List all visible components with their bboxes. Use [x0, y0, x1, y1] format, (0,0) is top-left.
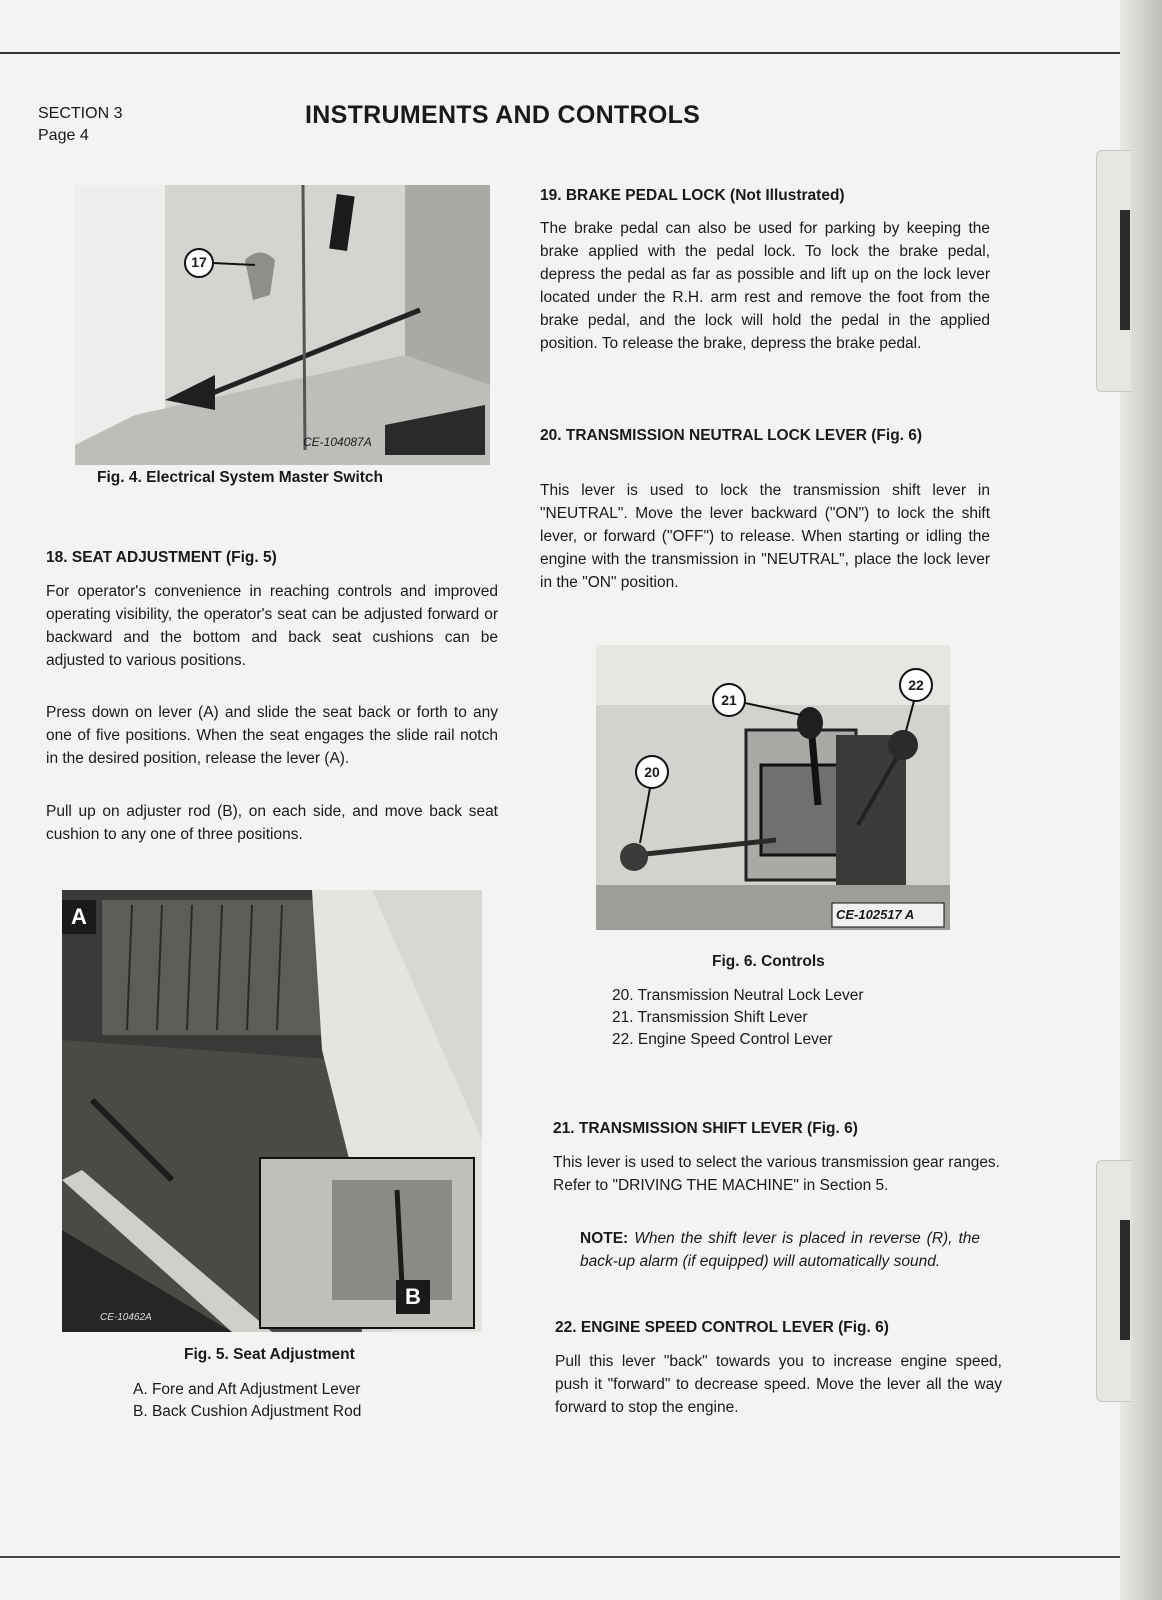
fig5-caption: Fig. 5. Seat Adjustment	[184, 1346, 355, 1363]
fig6-callout-22: 22	[908, 677, 924, 693]
fig5-label-a: A	[71, 904, 87, 929]
fig5-code: CE-10462A	[100, 1312, 152, 1323]
fig6-legend-item: 20. Transmission Neutral Lock Lever	[612, 987, 864, 1004]
fig5-legend-item: A. Fore and Aft Adjustment Lever	[133, 1381, 361, 1398]
seat-adjustment-paragraph-3: Pull up on adjuster rod (B), on each side, and move back seat cushion to any one of three positions.	[46, 803, 498, 843]
note-text: When the shift lever is placed in reverse (R), the back-up alarm (if equipped) will automatically sound.	[580, 1230, 980, 1270]
page-title: INSTRUMENTS AND CONTROLS	[305, 101, 701, 129]
fig4-illustration	[75, 185, 490, 465]
fig6-legend	[612, 985, 864, 1051]
section-number: SECTION 3	[38, 105, 123, 122]
section-label	[38, 103, 122, 147]
fig6-legend-item: 21. Transmission Shift Lever	[612, 1009, 808, 1026]
brake-pedal-lock-paragraph: The brake pedal can also be used for parking by keeping the brake applied with the pedal lock. To lock the brake pedal, depress the pedal as far as possible and lift up on the lock lever located under the R.H. arm rest and remove the foot from the brake pedal, and the lock will hold the pedal in the applied position. To release the brake, depress the brake pedal.	[540, 220, 990, 352]
fig6-illustration	[596, 645, 950, 930]
fig4-photo	[75, 185, 490, 465]
fig5-label-b: B	[405, 1284, 421, 1309]
fig6-caption: Fig. 6. Controls	[712, 953, 825, 970]
fig6-code: CE-102517 A	[836, 907, 915, 922]
top-rule	[0, 52, 1120, 54]
fig4-code: CE-104087A	[303, 435, 372, 449]
neutral-lock-lever-heading: 20. TRANSMISSION NEUTRAL LOCK LEVER (Fig. 6)	[540, 427, 923, 444]
seat-adjustment-paragraph-1: For operator's convenience in reaching controls and improved operating visibility, the operator's seat can be adjusted forward or backward and the bottom and back seat cushions can be adjusted to various positions.	[46, 583, 498, 669]
fig4-caption: Fig. 4. Electrical System Master Switch	[97, 469, 384, 486]
fig5-legend	[133, 1379, 361, 1423]
fig6-legend-item: 22. Engine Speed Control Lever	[612, 1031, 833, 1048]
fig6-photo	[596, 645, 950, 930]
bottom-rule	[0, 1556, 1120, 1558]
shift-lever-note	[580, 1227, 980, 1273]
seat-adjustment-paragraph-2: Press down on lever (A) and slide the seat back or forth to any one of five positions. When the seat engages the slide rail notch in the desired position, release the lever (A).	[46, 704, 498, 767]
engine-speed-lever-paragraph: Pull this lever "back" towards you to increase engine speed, push it "forward" to decrease speed. Move the lever all the way forward to stop the engine.	[555, 1353, 1002, 1416]
engine-speed-lever-heading: 22. ENGINE SPEED CONTROL LEVER (Fig. 6)	[555, 1319, 889, 1336]
fig4-callout-17: 17	[191, 254, 207, 270]
fig6-callout-20: 20	[644, 764, 660, 780]
brake-pedal-lock-heading: 19. BRAKE PEDAL LOCK (Not Illustrated)	[540, 187, 845, 204]
binder-slot-lower	[1120, 1220, 1130, 1340]
fig5-photo	[62, 890, 482, 1332]
fig6-callout-21: 21	[721, 692, 737, 708]
fig5-legend-item: B. Back Cushion Adjustment Rod	[133, 1403, 362, 1420]
seat-adjustment-heading: 18. SEAT ADJUSTMENT (Fig. 5)	[46, 549, 277, 566]
binder-slot-upper	[1120, 210, 1130, 330]
neutral-lock-lever-paragraph: This lever is used to lock the transmission shift lever in "NEUTRAL". Move the lever backward ("ON") to lock the shift lever, or forward ("OFF") to release. When starting or idling the engine with the transmission in "NEUTRAL", place the lock lever in the "ON" position.	[540, 482, 990, 591]
note-label: NOTE:	[580, 1230, 629, 1247]
transmission-shift-lever-heading: 21. TRANSMISSION SHIFT LEVER (Fig. 6)	[553, 1120, 858, 1137]
fig5-illustration	[62, 890, 482, 1332]
transmission-shift-lever-paragraph: This lever is used to select the various transmission gear ranges. Refer to "DRIVING THE MACHINE" in Section 5.	[553, 1154, 1000, 1194]
page-number: Page 4	[38, 127, 89, 144]
